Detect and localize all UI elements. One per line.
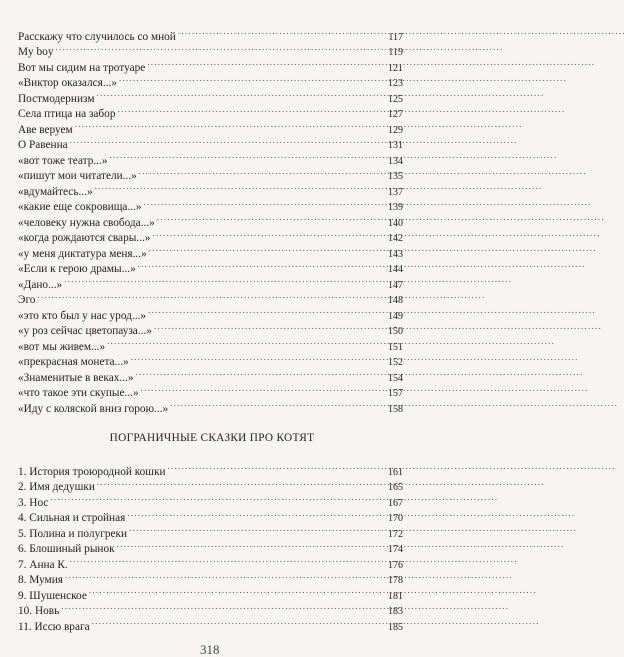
toc-entry-page: 178 (388, 575, 403, 586)
toc-entry-page: 139 (388, 202, 403, 213)
toc-entry (18, 459, 403, 478)
toc-entry (18, 506, 403, 522)
toc-entry-title: 3. Нос (18, 496, 49, 509)
dot-leader (168, 459, 380, 475)
toc-entry-page: 144 (388, 264, 403, 275)
toc-entry-page: 121 (388, 62, 403, 74)
toc-entry-title: «вот тоже театр...» (18, 154, 108, 167)
toc-entry (18, 272, 403, 291)
toc-section-list (18, 459, 403, 633)
toc-entry-title: О Равенна (18, 139, 68, 151)
dot-leader (117, 102, 380, 118)
toc-entry (18, 40, 403, 56)
toc-entry-title: «прекрасная монета...» (18, 356, 129, 368)
toc-entry-title: «вот мы живем...» (18, 340, 106, 353)
toc-entry-title: «у роз сейчас цветопауза...» (18, 325, 152, 337)
dot-leader (107, 334, 380, 350)
dot-leader (37, 288, 380, 304)
toc-entry-title: 5. Полина и полугреки (18, 527, 128, 540)
toc-entry-title: 8. Мумия (18, 574, 63, 586)
dot-leader (147, 55, 380, 71)
dot-leader (55, 40, 380, 56)
toc-entry-page: 152 (388, 357, 403, 368)
toc-entry (18, 614, 403, 633)
toc-entry-page: 185 (388, 621, 403, 633)
toc-entry-title: 7. Анна К. (18, 558, 68, 571)
toc-entry-page: 161 (388, 466, 403, 478)
dot-leader (141, 381, 380, 397)
dot-leader (95, 179, 380, 195)
toc-entry-title: My boy (18, 46, 54, 58)
toc-entry-title: «что такое эти скупые...» (18, 387, 139, 399)
toc-entry-title: Постмодернизм (18, 92, 95, 105)
toc-entry-page: 148 (388, 295, 403, 306)
dot-leader (92, 614, 380, 630)
toc-entry-title: «человеку нужна свобода...» (18, 216, 155, 229)
dot-leader (154, 319, 380, 335)
toc-entry (18, 583, 403, 602)
dot-leader (136, 365, 380, 381)
toc-entry-title: 1. История троюродной кошки (18, 465, 166, 478)
toc-entry-title: 4. Сильная и стройная (18, 512, 126, 524)
toc-entry-page: 142 (388, 233, 403, 244)
dot-leader (65, 568, 380, 584)
toc-entry-page: 151 (388, 341, 403, 353)
toc-entry-page: 129 (388, 124, 403, 136)
dot-leader (97, 475, 380, 491)
toc-entry-page: 149 (388, 310, 403, 322)
dot-leader (148, 303, 380, 319)
toc-entry-page: 158 (388, 403, 403, 415)
toc-entry-title: «когда рождаются свары...» (18, 232, 151, 244)
toc-entry-title: 9. Шушенское (18, 589, 87, 602)
toc-entry-page: 137 (388, 186, 403, 198)
toc-entry-title: Вот мы сидим на тротуаре (18, 61, 146, 74)
toc-entry (18, 552, 403, 571)
toc-entry-title: 6. Блошиный рынок (18, 543, 115, 555)
dot-leader (50, 490, 380, 506)
toc-entry-page: 140 (388, 217, 403, 229)
toc-entry-title: «Знаменитые в веках...» (18, 371, 134, 384)
toc-entry-page: 174 (388, 544, 403, 555)
toc-entry-page: 143 (388, 248, 403, 260)
dot-leader (138, 257, 380, 273)
toc-entry-page: 154 (388, 372, 403, 384)
toc-entry-title: Расскажу что случилось со мной (18, 30, 176, 43)
dot-leader (119, 71, 380, 87)
section-heading: ПОГРАНИЧНЫЕ СКАЗКИ ПРО КОТЯТ (109, 432, 315, 444)
toc-entry (18, 490, 403, 509)
toc-entry-page: 181 (388, 590, 403, 602)
toc-entry-page: 125 (388, 93, 403, 105)
toc-entry-title: Эго (18, 294, 36, 306)
toc-entry-page: 147 (388, 279, 403, 291)
toc-entry-title: «вдумайтесь...» (18, 185, 93, 198)
dot-leader (89, 583, 380, 599)
toc-entry-title: «пишут мои читатели...» (18, 170, 137, 182)
toc-entry (18, 117, 403, 136)
toc-entry-page: 176 (388, 559, 403, 571)
toc-entry-page: 117 (388, 31, 403, 43)
dot-leader (109, 148, 380, 164)
toc-entry-page: 172 (388, 528, 403, 540)
toc-entry-page: 150 (388, 326, 403, 337)
toc-entry-title: «это кто был у нас урод...» (18, 309, 147, 322)
toc-entry-title: «Виктор оказался...» (18, 77, 118, 89)
toc-entry-page: 119 (388, 47, 403, 58)
page-number-text: 318 (200, 642, 220, 657)
dot-leader (127, 506, 380, 522)
toc-entry-title: «Иду с коляской вниз горою...» (18, 402, 169, 415)
dot-leader (64, 272, 380, 288)
toc-entry (18, 568, 403, 584)
toc-entry (18, 55, 403, 74)
toc-entry-page: 183 (388, 606, 403, 617)
dot-leader (61, 599, 380, 615)
toc-entry-title: Аве веруем (18, 123, 73, 136)
toc-entry-page: 167 (388, 497, 403, 509)
toc-entry-page: 123 (388, 78, 403, 89)
dot-leader (178, 24, 380, 40)
toc-entry-title: «какие еще сокровища...» (18, 201, 142, 213)
toc-entry (18, 148, 403, 167)
dot-leader (144, 195, 380, 211)
dot-leader (157, 210, 380, 226)
dot-leader (75, 117, 380, 133)
toc-entry-page: 135 (388, 171, 403, 182)
toc-entry-page: 157 (388, 388, 403, 399)
dot-leader (129, 521, 380, 537)
toc-entry (18, 303, 403, 322)
toc-entry-title: 11. Иссю врага (18, 620, 90, 633)
dot-leader (152, 226, 380, 242)
dot-leader (131, 350, 380, 366)
toc-entry-title: 10. Новь (18, 605, 60, 617)
dot-leader (117, 537, 380, 553)
toc-entry-title: «у меня диктатура меня...» (18, 247, 147, 260)
page-number (200, 642, 230, 657)
toc-entry-page: 165 (388, 482, 403, 493)
dot-leader (149, 241, 380, 257)
toc-entry-title: 2. Имя дедушки (18, 481, 95, 493)
toc-entry-page: 170 (388, 513, 403, 524)
dot-leader (170, 396, 380, 412)
dot-leader (96, 86, 380, 102)
toc-entry-title: «Дано...» (18, 278, 63, 291)
toc-entry (18, 599, 403, 615)
dot-leader (139, 164, 380, 180)
dot-leader (70, 133, 380, 149)
toc-main-list (18, 24, 403, 415)
dot-leader (70, 552, 380, 568)
toc-entry-page: 131 (388, 140, 403, 151)
toc-entry-title: «Если к герою драмы...» (18, 263, 136, 275)
toc-entry (18, 24, 403, 43)
toc-entry-page: 127 (388, 109, 403, 120)
toc-entry (18, 133, 403, 149)
toc-entry-title: Села птица на забор (18, 108, 116, 120)
toc-entry (18, 288, 403, 304)
toc-entry-page: 134 (388, 155, 403, 167)
